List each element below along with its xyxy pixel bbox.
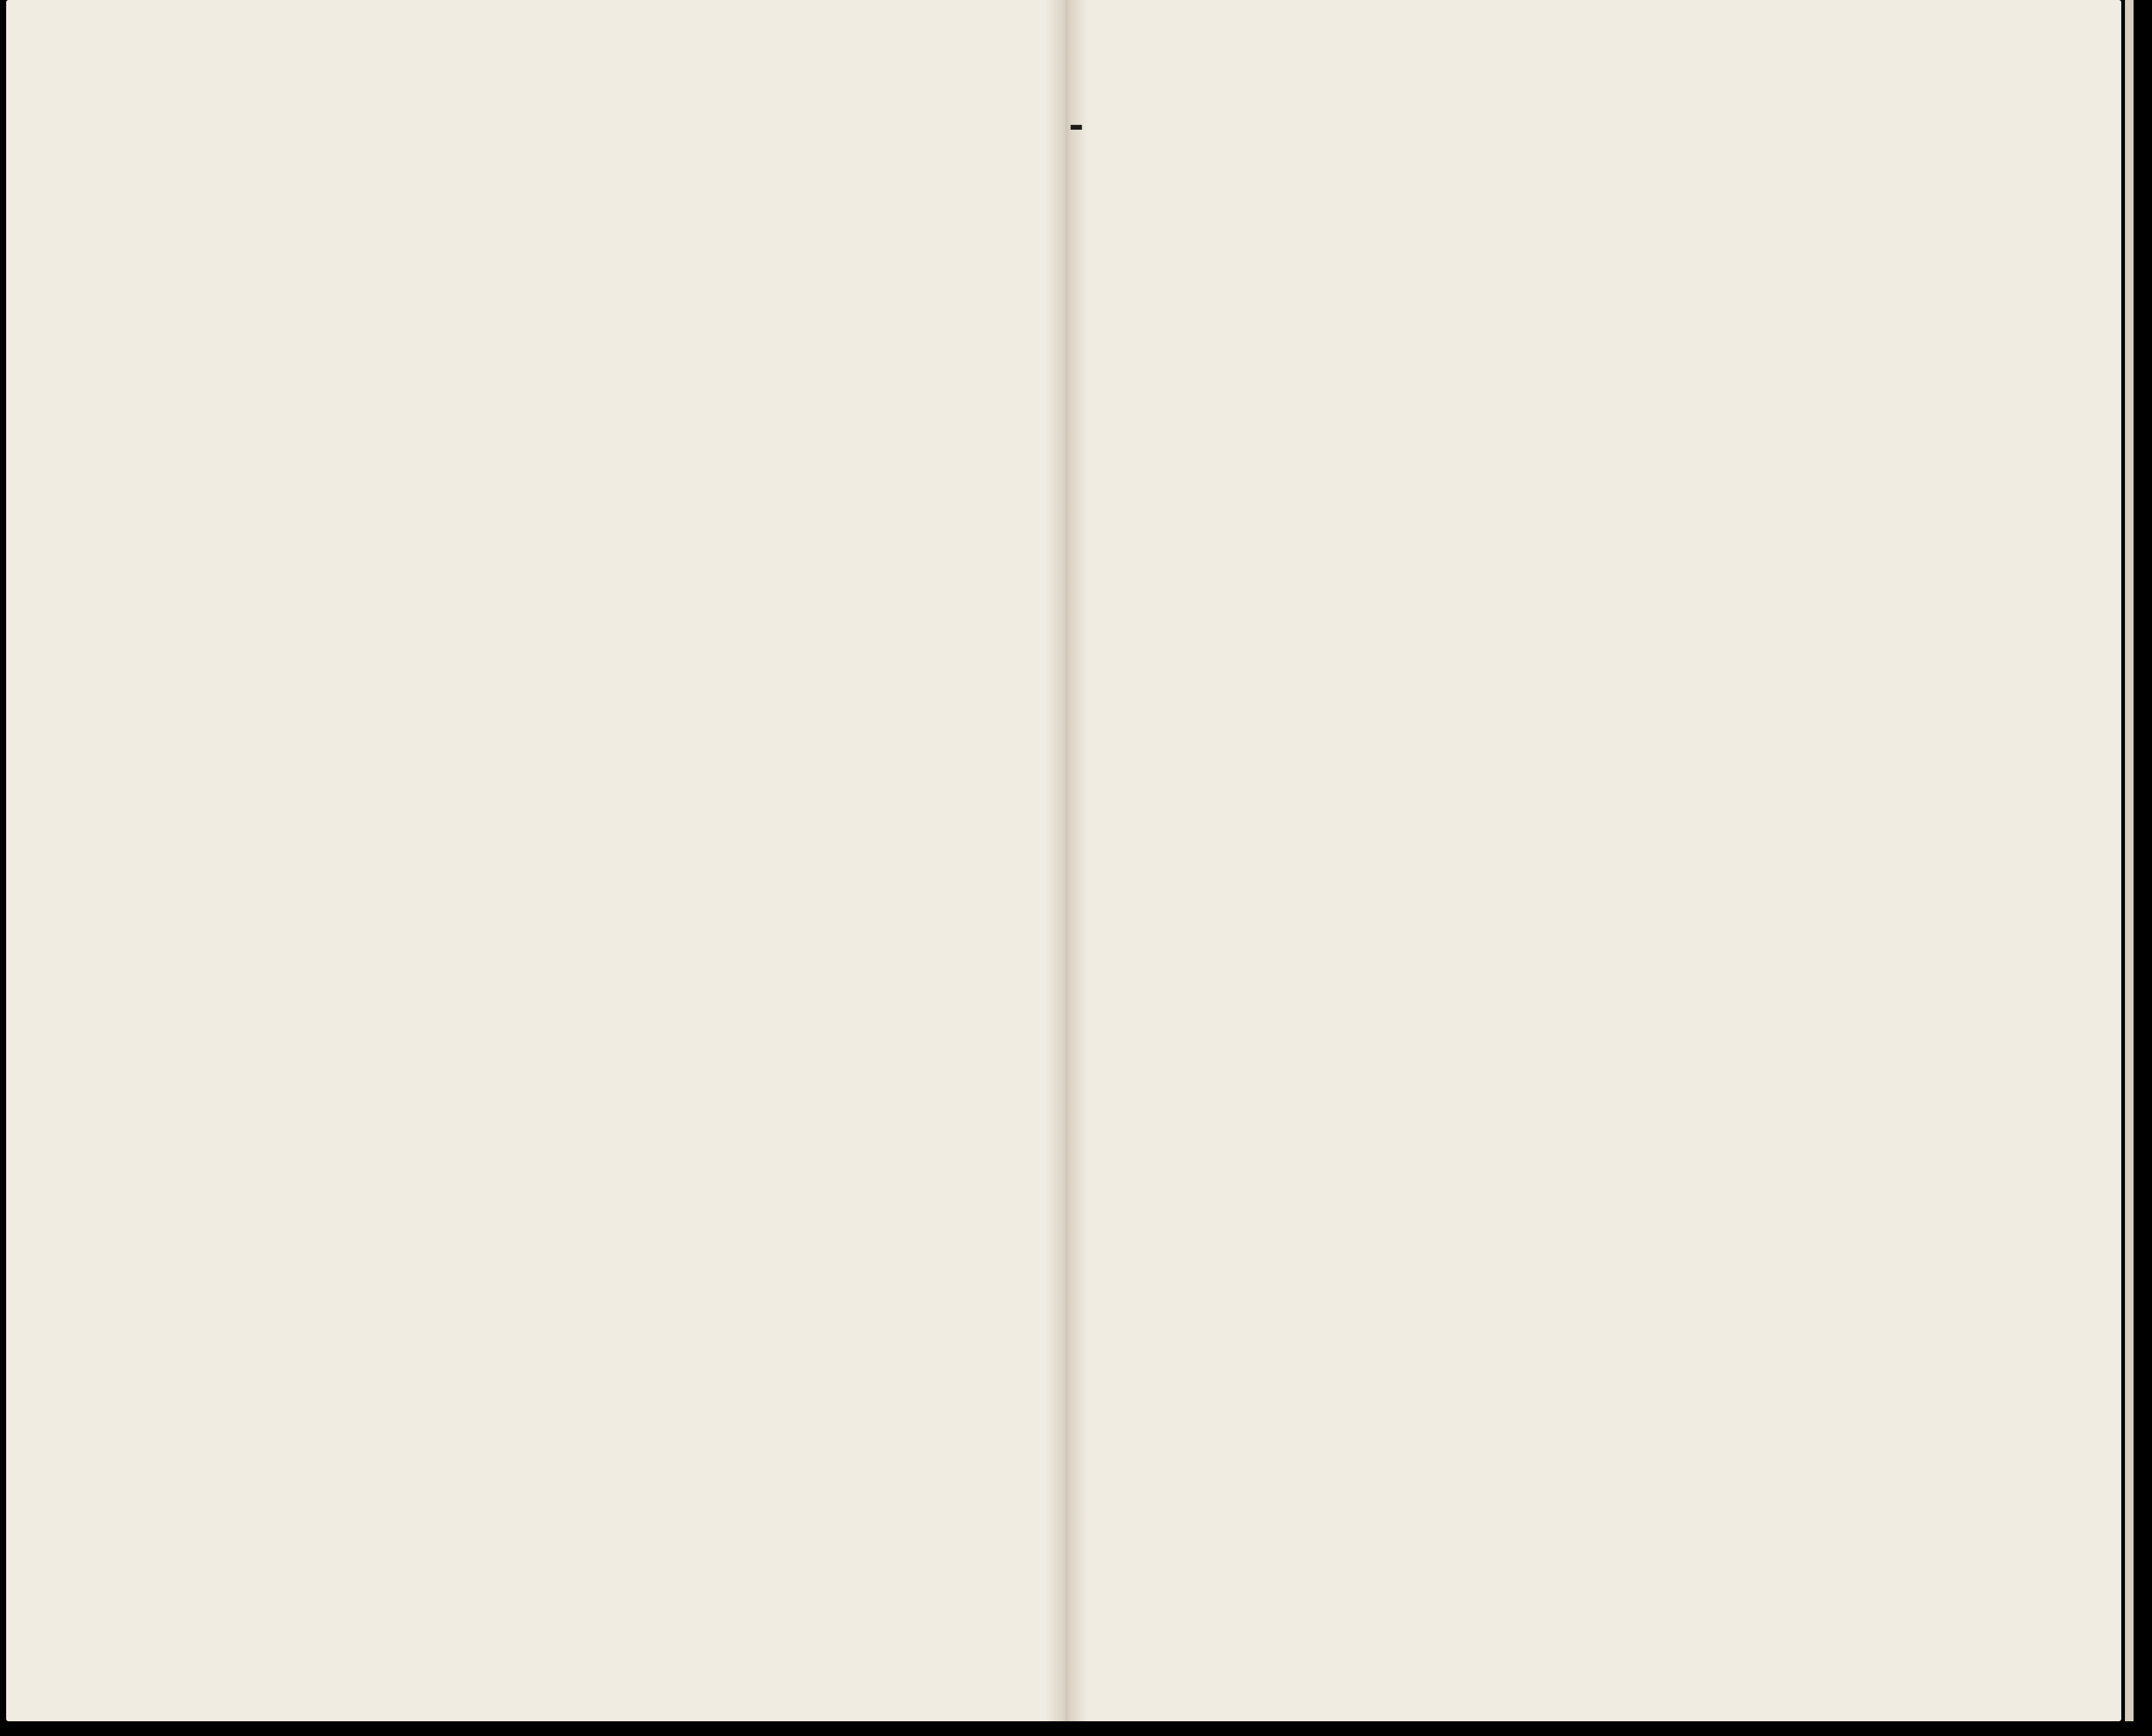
book-gutter: [1045, 0, 1088, 1721]
right-page: [1064, 0, 2121, 1721]
title-dash: -: [1069, 103, 1084, 146]
left-page: [6, 0, 1064, 1721]
page-edge: [2125, 0, 2134, 1721]
